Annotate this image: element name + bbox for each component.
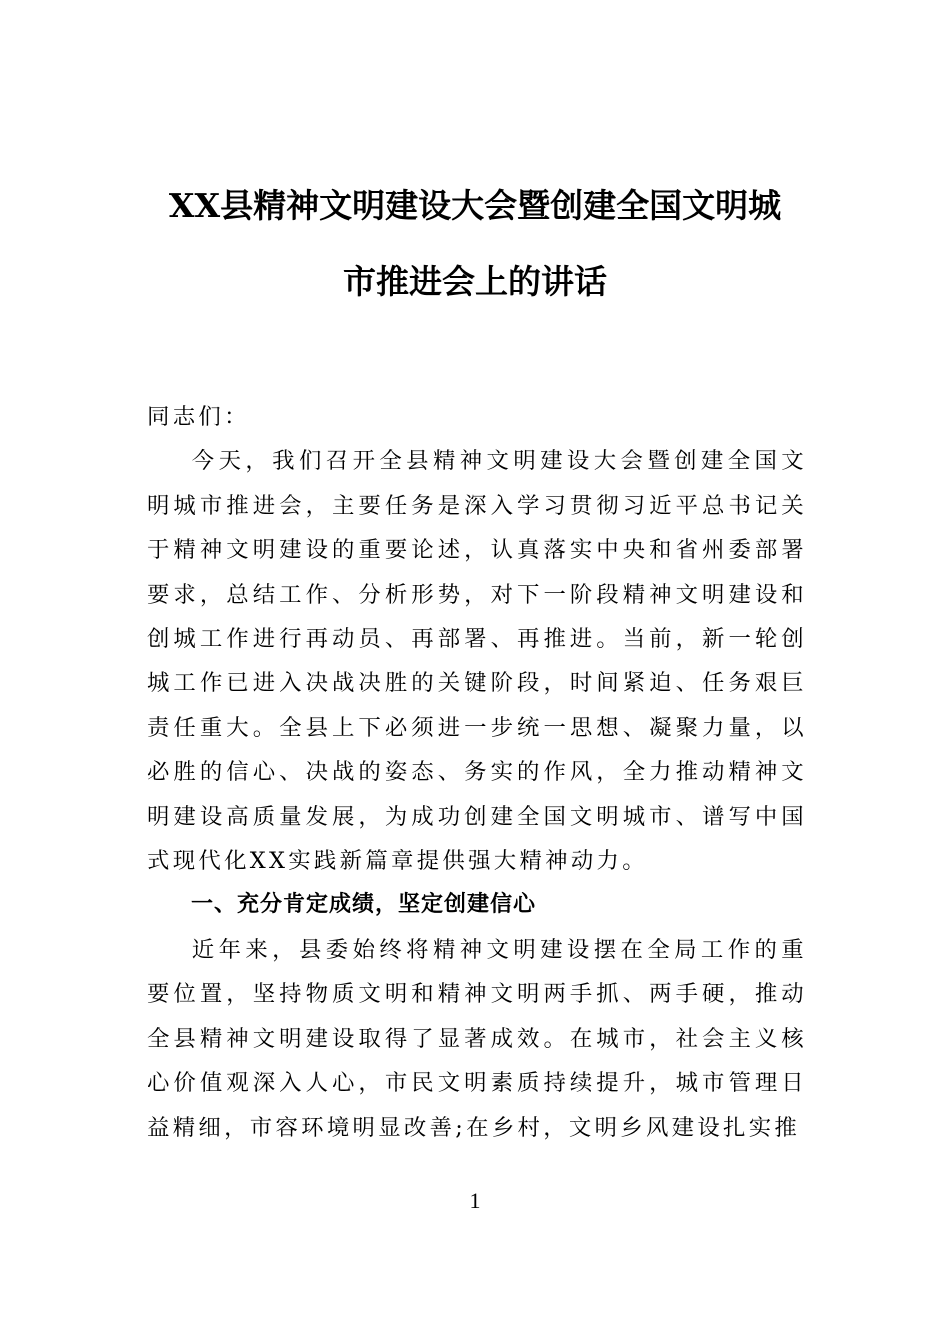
page-number: 1 xyxy=(469,1188,481,1213)
document-body xyxy=(147,395,807,1150)
salutation: 同志们： xyxy=(147,404,250,430)
paragraph-intro: 今天，我们召开全县精神文明建设大会暨创建全国文明城市推进会，主要任务是深入学习贯彻习近平总书记关于精神文明建设的重要论述，认真落实中央和省州委部署要求，总结工作、分析形势，对下一阶段精神文明建设和创城工作进行再动员、再部署、再推进。当前，新一轮创城工作已进入决战决胜的关键阶段，时间紧迫、任务艰巨责任重大。全县上下必须进一步统一思想、凝聚力量，以必胜的信心、决战的姿态、务实的作风，全力推动精神文明建设高质量发展，为成功创建全国文明城市、谱写中国式现代化XX实践新篇章提供强大精神动力。 xyxy=(147,448,807,875)
title-line-2: 市推进会上的讲话 xyxy=(343,262,607,301)
section-heading-1: 一、充分肯定成绩，坚定创建信心 xyxy=(191,892,537,918)
title-line-1: XX县精神文明建设大会暨创建全国文明城 xyxy=(168,186,782,225)
document-title xyxy=(140,168,810,320)
paragraph-achievements: 近年来，县委始终将精神文明建设摆在全局工作的重要位置，坚持物质文明和精神文明两手抓、两手硬，推动全县精神文明建设取得了显著成效。在城市，社会主义核心价值观深入人心，市民文明素质持续提升，城市管理日益精细，市容环境明显改善;在乡村，文明乡风建设扎实推 xyxy=(147,936,807,1141)
